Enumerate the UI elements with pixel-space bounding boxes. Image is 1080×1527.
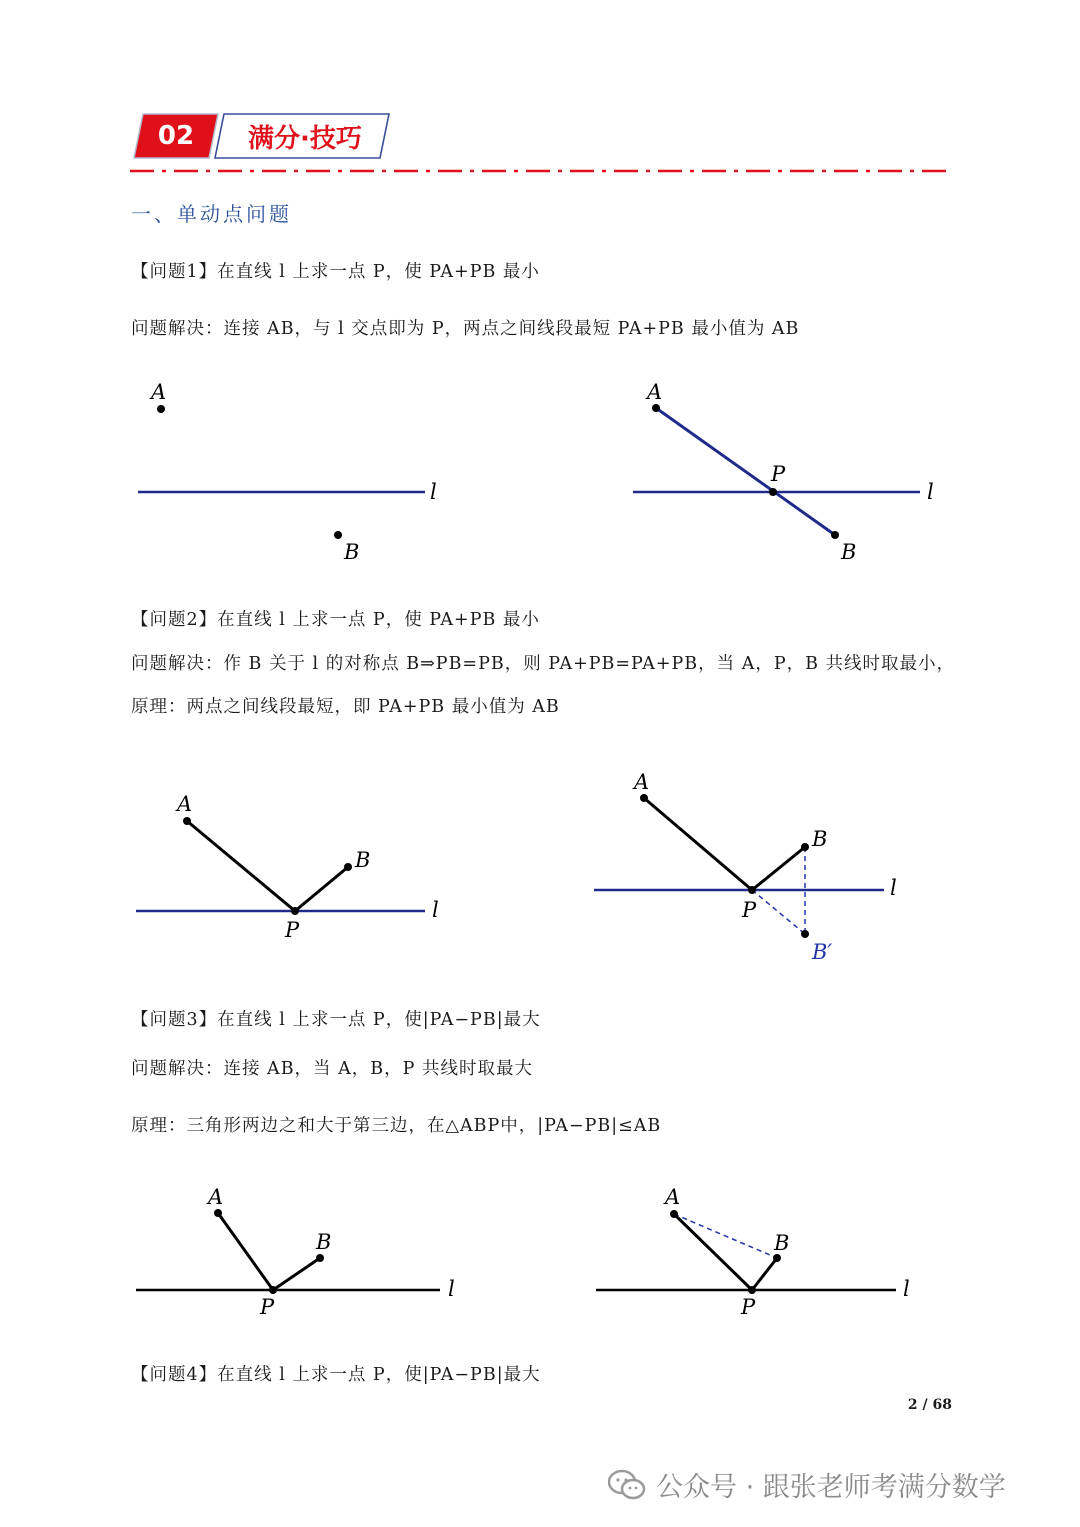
- label-p: P: [260, 1295, 275, 1319]
- segment-ap: [187, 821, 295, 911]
- segment-ab: [674, 1214, 777, 1258]
- point-b: [334, 531, 342, 539]
- badge-title: 满分·技巧: [248, 123, 362, 154]
- label-p: P: [771, 462, 786, 486]
- segment-pb: [273, 1258, 320, 1290]
- point-a: [214, 1209, 222, 1217]
- problem-1-solution: 问题解决：连接 AB，与 l 交点即为 P，两点之间线段最短 PA+PB 最小值为 AB: [131, 319, 800, 339]
- point-b-prime: [801, 930, 809, 938]
- segment-pb: [752, 847, 805, 890]
- segment-pb-prime: [752, 890, 805, 934]
- label-a: A: [151, 380, 167, 404]
- section-heading: 一、单动点问题: [131, 202, 292, 226]
- page-number: 2 / 68: [907, 1397, 952, 1413]
- label-b: B: [344, 540, 360, 564]
- badge-number: 02: [157, 121, 195, 151]
- label-l: l: [432, 898, 439, 922]
- point-b: [344, 863, 352, 871]
- label-l: l: [448, 1277, 455, 1301]
- figure-3-left: [130, 1180, 470, 1325]
- point-a: [670, 1210, 678, 1218]
- figure-1-right: [625, 375, 955, 570]
- label-a: A: [208, 1185, 224, 1209]
- header-divider: [130, 166, 948, 176]
- point-b: [773, 1254, 781, 1262]
- point-b: [831, 531, 839, 539]
- watermark-text: 公众号 · 跟张老师考满分数学: [656, 1472, 1006, 1503]
- point-a: [183, 817, 191, 825]
- point-b: [316, 1254, 324, 1262]
- problem-4-label: 【问题4】在直线 l 上求一点 P，使|PA−PB|最大: [131, 1365, 541, 1385]
- segment-pb: [752, 1258, 777, 1290]
- label-l: l: [927, 480, 934, 504]
- label-b: B: [774, 1231, 790, 1255]
- figure-1-left: [130, 375, 460, 570]
- segment-ap: [218, 1213, 273, 1290]
- point-p: [748, 1286, 756, 1294]
- point-a: [640, 794, 648, 802]
- label-p: P: [285, 918, 300, 942]
- point-p: [269, 1286, 277, 1294]
- label-b: B: [316, 1230, 332, 1254]
- figure-3-right: [590, 1180, 930, 1325]
- section-number-badge: [133, 113, 219, 159]
- label-a: A: [647, 380, 663, 404]
- point-p: [748, 886, 756, 894]
- problem-3-solution: 问题解决：连接 AB，当 A，B，P 共线时取最大: [131, 1059, 533, 1079]
- label-l: l: [890, 876, 897, 900]
- figure-2-left: [130, 785, 460, 950]
- segment-ap: [674, 1214, 752, 1290]
- label-a: A: [634, 770, 650, 794]
- point-a: [157, 405, 165, 413]
- section-title-badge: [214, 113, 390, 159]
- point-a: [652, 404, 660, 412]
- problem-2-solution: 问题解决：作 B 关于 l 的对称点 B⇒PB=PB，则 PA+PB=PA+PB，当 A，P，B 共线时取最小，原理：两点之间线段最短，即 PA+PB 最小值为 AB: [131, 654, 956, 717]
- label-a: A: [177, 792, 193, 816]
- problem-2-label: 【问题2】在直线 l 上求一点 P，使 PA+PB 最小: [131, 610, 540, 630]
- label-l: l: [903, 1277, 910, 1301]
- problem-3-principle: 原理：三角形两边之和大于第三边，在△ABP中，|PA−PB|≤AB: [131, 1116, 662, 1136]
- label-b-prime: B′: [812, 940, 833, 964]
- figure-2-right: [590, 765, 920, 970]
- point-b: [801, 843, 809, 851]
- point-p: [769, 488, 777, 496]
- label-p: P: [741, 1295, 756, 1319]
- label-l: l: [430, 480, 437, 504]
- label-a: A: [665, 1185, 681, 1209]
- wechat-icon: [608, 1469, 646, 1501]
- label-b: B: [841, 540, 857, 564]
- segment-pb: [295, 867, 348, 911]
- point-p: [291, 907, 299, 915]
- label-b: B: [355, 848, 371, 872]
- label-p: P: [742, 898, 757, 922]
- problem-3-label: 【问题3】在直线 l 上求一点 P，使|PA−PB|最大: [131, 1010, 541, 1030]
- label-b: B: [812, 827, 828, 851]
- watermark: [608, 1465, 1006, 1504]
- problem-1-label: 【问题1】在直线 l 上求一点 P，使 PA+PB 最小: [131, 262, 540, 282]
- segment-ap: [644, 798, 752, 890]
- segment-ab: [656, 408, 835, 535]
